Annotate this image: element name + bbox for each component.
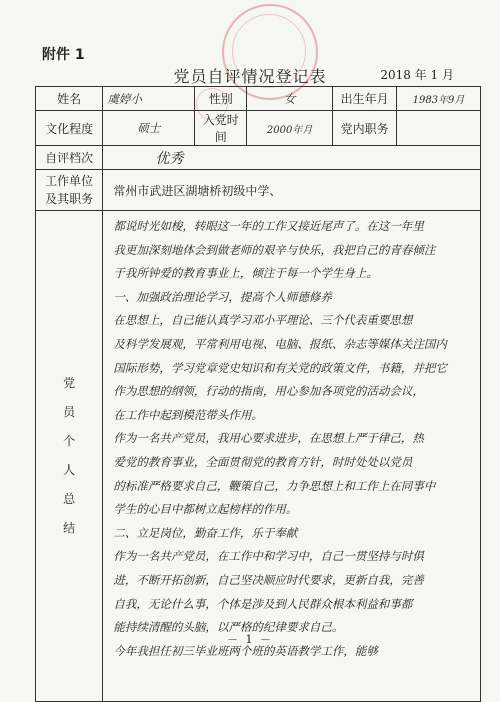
gender-label: 性别 (195, 87, 247, 111)
work-unit-label-line1: 工作单位 (45, 174, 94, 188)
attachment-label: 附件 1 (42, 47, 85, 63)
summary-line: 一、加强政治理论学习，提高个人师德修养 (113, 289, 332, 304)
summary-line: 于我所钟爱的教育事业上，倾注于每一个学生身上。 (113, 266, 378, 281)
form-row-summary (36, 211, 481, 702)
form-row-personal (36, 87, 481, 111)
summary-side-char: 党 (63, 376, 76, 390)
education-value: 硕士 (103, 111, 195, 146)
self-grade-value: 优秀 (103, 146, 481, 170)
summary-line: 爱党的教育事业，全面贯彻党的教育方针，时时处处以党员 (113, 454, 413, 469)
education-label: 文化程度 (36, 111, 103, 146)
party-post-label: 党内职务 (333, 111, 397, 146)
summary-line: 能持续清醒的头脑，以严格的纪律要求自己。 (113, 620, 344, 635)
gender-value: 女 (247, 87, 333, 111)
birth-label: 出生年月 (333, 87, 397, 111)
summary-side-char: 总 (63, 492, 76, 506)
summary-side-char: 个 (63, 434, 76, 448)
form-row-education (36, 111, 481, 146)
work-unit-label (36, 170, 103, 211)
form-date: 2018 年 1 月 (380, 68, 454, 82)
summary-side-label (36, 211, 103, 702)
birth-value: 1983年9月 (397, 87, 481, 111)
self-grade-label: 自评档次 (36, 146, 103, 170)
summary-text-area (103, 211, 481, 702)
form-row-work (36, 170, 481, 211)
summary-line: 进，不断开拓创新，自己坚决顺应时代要求，更新自我，完善 (113, 572, 424, 587)
registration-form-table (35, 86, 481, 702)
summary-line: 作为思想的纲领，行动的指南，用心参加各项党的活动会议， (113, 384, 424, 399)
summary-side-char: 结 (63, 521, 76, 535)
name-label: 姓名 (36, 87, 103, 111)
name-value: 虞婷小 (103, 87, 195, 111)
summary-line: 二、立足岗位，勤奋工作，乐于奉献 (113, 525, 298, 540)
page-number: － 1 － (227, 633, 273, 646)
join-date-value: 2000年月 (247, 111, 333, 146)
summary-line: 在工作中起到模范带头作用。 (113, 407, 263, 422)
summary-line: 在思想上，自己能认真学习邓小平理论、三个代表重要思想 (113, 313, 413, 328)
summary-line: 自我，无论什么事，个体是涉及到人民群众根本利益和事都 (113, 596, 413, 611)
summary-side-char: 人 (63, 463, 76, 477)
summary-line: 都说时光如梭，转眼这一年的工作又接近尾声了。在这一年里 (113, 219, 424, 233)
summary-line: 学生的心目中都树立起榜样的作用。 (113, 502, 298, 517)
summary-side-char: 员 (63, 405, 76, 419)
join-date-label: 入党时间 (195, 111, 247, 146)
form-row-grade (36, 146, 481, 170)
work-unit-value: 常州市武进区湖塘桥初级中学、 (103, 170, 481, 211)
party-post-value (397, 111, 481, 146)
summary-line: 作为一名共产党员，在工作中和学习中，自己一贯坚持与时俱 (113, 549, 424, 564)
summary-line: 国际形势，学习党章党史知识和有关党的政策文件，书籍，并把它 (113, 360, 447, 375)
summary-line: 的标准严格要求自己，鞭策自己，力争思想上和工作上在同事中 (113, 478, 436, 493)
work-unit-label-line2: 及其职务 (45, 192, 94, 206)
form-title: 党员自评情况登记表 (173, 67, 327, 86)
summary-line: 作为一名共产党员，我用心要求进步，在思想上严于律己，热 (113, 431, 424, 446)
summary-line: 今年我担任初三毕业班两个班的英语教学工作，能够 (113, 643, 378, 658)
summary-line: 及科学发展观，平常利用电视、电脑、报纸、杂志等媒体关注国内 (113, 336, 447, 351)
summary-line: 我更加深刻地体会到做老师的艰辛与快乐，我把自己的青春倾注 (113, 242, 436, 257)
